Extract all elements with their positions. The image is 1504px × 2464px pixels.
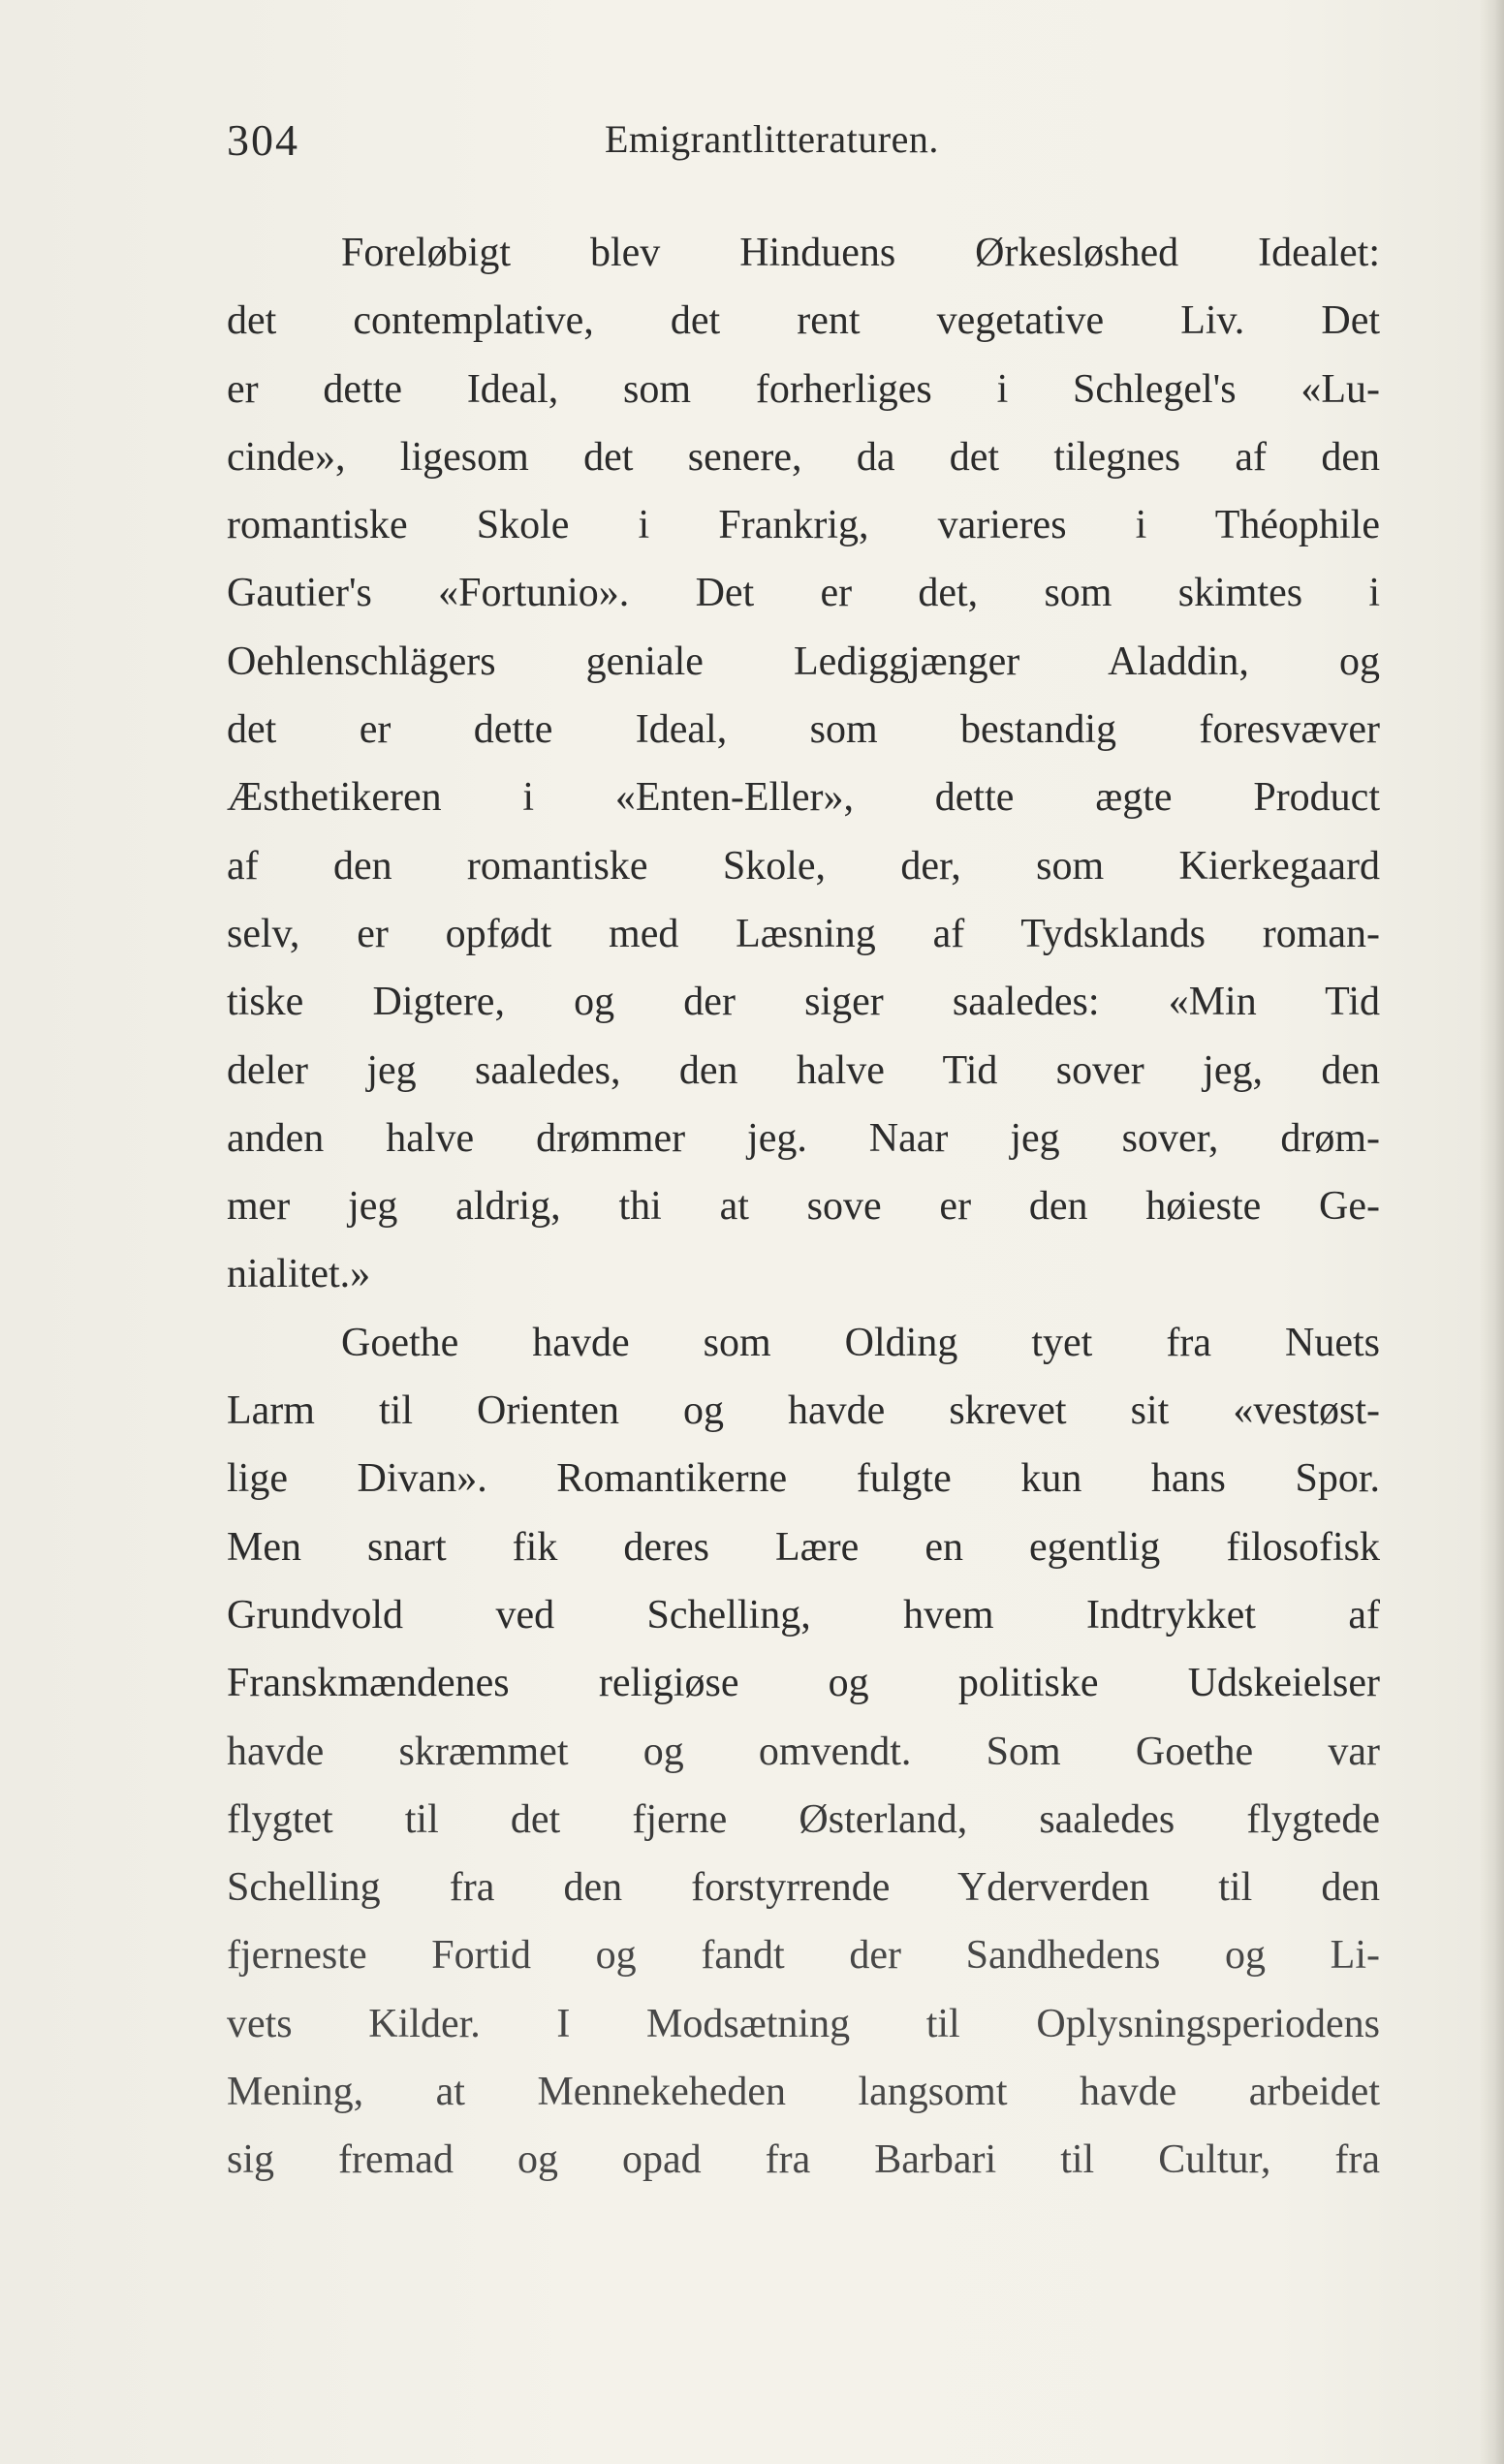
text-line: Franskmændenes religiøse og politiske Udskeielser — [227, 1661, 1380, 1706]
text-line: lige Divan». Romantikerne fulgte kun hans Spor. — [227, 1456, 1380, 1502]
text-line: er dette Ideal, som forherliges i Schlegel's «Lu- — [227, 366, 1380, 412]
text-line: Foreløbigt blev Hinduens Ørkesløshed Idealet: — [341, 231, 1380, 275]
text-line: vets Kilder. I Modsætning til Oplysningsperiodens — [227, 2001, 1380, 2046]
text-line: romantiske Skole i Frankrig, varieres i Théophile — [227, 503, 1380, 548]
running-title: Emigrantlitteraturen. — [605, 117, 939, 161]
text-line: Oehlenschlägers geniale Lediggjænger Aladdin, og — [227, 639, 1380, 684]
body-text — [227, 219, 1380, 2195]
text-line: Grundvold ved Schelling, hvem Indtrykket af — [227, 1592, 1380, 1637]
text-line: Goethe havde som Olding tyet fra Nuets — [341, 1320, 1380, 1365]
page-edge-shadow — [1479, 0, 1504, 2464]
text-line: anden halve drømmer jeg. Naar jeg sover, drøm- — [227, 1115, 1380, 1161]
text-line: nialitet.» — [227, 1252, 371, 1297]
page-number: 304 — [227, 115, 299, 165]
text-line: flygtet til det fjerne Østerland, saaledes flygtede — [227, 1796, 1380, 1842]
text-line: selv, er opfødt med Læsning af Tydsklands roman- — [227, 911, 1380, 956]
text-line: tiske Digtere, og der siger saaledes: «Min Tid — [227, 980, 1380, 1025]
text-line: havde skræmmet og omvendt. Som Goethe var — [227, 1729, 1380, 1774]
text-line: fjerneste Fortid og fandt der Sandhedens og Li- — [227, 1933, 1380, 1979]
text-line: af den romantiske Skole, der, som Kierkegaard — [227, 843, 1380, 889]
text-line: Schelling fra den forstyrrende Yderverden til den — [227, 1865, 1380, 1911]
text-line: det er dette Ideal, som bestandig foresvæver — [227, 707, 1380, 753]
text-line: Men snart fik deres Lære en egentlig filosofisk — [227, 1524, 1380, 1570]
text-line: Larm til Orienten og havde skrevet sit «vestøst- — [227, 1388, 1380, 1434]
text-line: mer jeg aldrig, thi at sove er den høieste Ge- — [227, 1184, 1380, 1230]
text-line: Æsthetikeren i «Enten-Eller», dette ægte Product — [227, 775, 1380, 821]
text-line: det contemplative, det rent vegetative Liv. Det — [227, 298, 1380, 344]
page-header — [227, 114, 1380, 172]
text-line: sig fremad og opad fra Barbari til Cultur, fra — [227, 2137, 1380, 2183]
text-line: deler jeg saaledes, den halve Tid sover jeg, den — [227, 1047, 1380, 1093]
text-line: Gautier's «Fortunio». Det er det, som skimtes i — [227, 571, 1380, 616]
text-line: Mening, at Mennekeheden langsomt havde arbeidet — [227, 2070, 1380, 2115]
text-line: cinde», ligesom det senere, da det tilegnes af den — [227, 434, 1380, 480]
